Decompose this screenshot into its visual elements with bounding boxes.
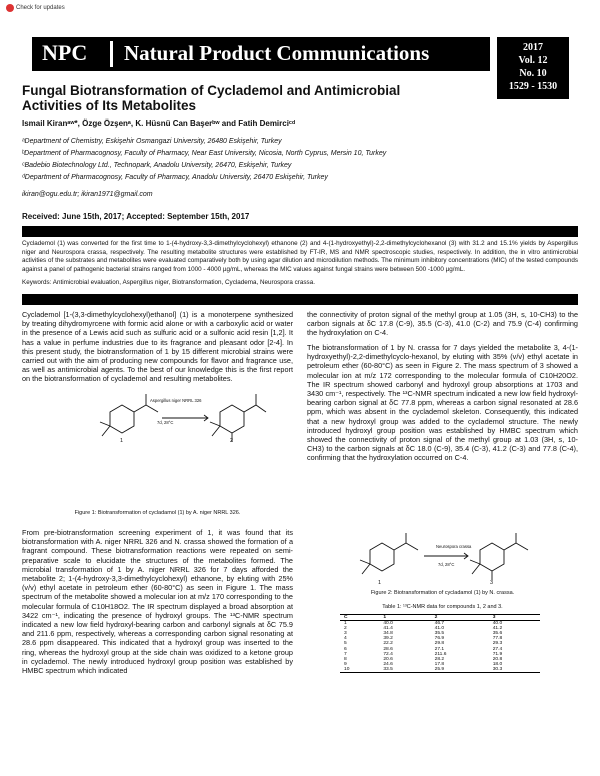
- scheme-2-reagent: Neurospora crassa: [436, 544, 472, 549]
- issue-pages: 1529 - 1530: [508, 81, 558, 92]
- body-left-results: From pre-biotransformation screening experiment of 1, it was found that its biotransformation with A. niger NRRL 326 and N. crassa showed the formation of a fragrant compound. These biotransformation reactions were repeated on semi-preparative scale to elucidate the structures of the metabolites formed. The microbial transformation of 1 by A. niger NRRL 326 for 7 days afforded the metabolite 2; 1-(4-hydroxy-3,3-dimethylcyclohexyl) ethanone, by eluting with 25% (v/v) ethyl acetate in petroleum ether (60-80°C) as seen in Figure 1. The mass spectrum of the metabolite showed a molecular ion at m/z 170 corresponding to the molecular formula of C10H18O2. The IR spectrum displayed a broad absorption at 3422 cm⁻¹, indicating the presence of hydroxyl groups. The ¹³C-NMR spectrum indicated a new low field hydroxyl-bearing carbon and carbonyl signals at δC 75.9 and 211.6 ppm, respectively, whereas a corresponding carbon signal resonating at 28.6 ppm disappeared. This indicated that a hydroxyl group was inserted to the ring, whereas the hydroxyl group at the side chain was oxidized to a ketone group in cyclademol. The newly introduced hydroxyl group position was established by HMBC spectrum which indicated: [22, 528, 293, 676]
- side-chain-3b: [406, 543, 418, 550]
- table-cell: 77.8: [492, 636, 503, 642]
- title-line-1: Fungal Biotransformation of Cyclademol and Antimicrobial: [22, 83, 401, 98]
- side-chain-4a: [504, 543, 516, 550]
- table-cell: 33.5: [379, 667, 430, 673]
- side-chain-2a: [244, 405, 256, 412]
- side-chain-1b: [146, 405, 158, 412]
- table-cell: 4: [344, 636, 347, 642]
- table-cell: 71.9: [492, 651, 503, 657]
- table-cell: 40.0: [383, 621, 393, 627]
- table-cell: 6: [344, 646, 347, 652]
- divider-bar-top: [22, 226, 578, 237]
- side-chain-2b: [256, 405, 266, 412]
- table-cell: 9: [344, 661, 347, 667]
- gem-methyl-2a: [212, 426, 220, 436]
- body-left-intro: Cyclademol [1-(3,3-dimethylcyclohexyl)ethanol] (1) is a monoterpene synthesized by treating dihydromyrcene with formic acid alone or with a carboxylic acid or water in the presence of a Lewis acid such as sulfuric acid or a sulfonic acid resin [1,2]. It has a value in perfume industries due to its fragrance and pleasant odor [2-4]. In this present study, the biotransformation of 1 by 15 different microbial strains were carried out with the aim of producing new compounds for flavor and fragrance use, as well as antimicrobial agents. To the best of our knowledge this is the first report on the biotransformation of cyclademol and resulting metabolites.: [22, 310, 293, 384]
- gem-methyl-2b: [210, 422, 220, 426]
- table-cell: 39.2: [383, 636, 393, 642]
- journal-header: [32, 37, 490, 71]
- side-chain-1a: [134, 405, 146, 412]
- nmr-data-table: [340, 614, 540, 673]
- table-cell: 40.0: [492, 621, 503, 627]
- table-cell: 34.8: [383, 631, 393, 637]
- table-cell: 3: [344, 631, 347, 637]
- table-cell: 8: [344, 656, 347, 662]
- table-cell: 29.8: [434, 641, 445, 647]
- affiliation-4: ᵈDepartment of Pharmacognosy, Faculty of Pharmacy, Anadolu University, 26470 Eskişehir, Turkey: [22, 174, 328, 181]
- cyclohexane-ring-1: [110, 405, 134, 433]
- table-cell: 35.5: [434, 631, 445, 637]
- cyclohexane-ring-2: [220, 405, 244, 433]
- issue-volume: Vol. 12: [518, 55, 548, 66]
- gem-methyl-3b: [360, 560, 370, 564]
- scheme-2-label-right: 3: [490, 580, 494, 586]
- affiliation-3: ᶜBadebio Biotechnology Ltd., Technopark, Anadolu University, 26470, Eskişehir, Turkey: [22, 162, 292, 169]
- scheme-1-conditions: 7d, 28°C: [157, 420, 174, 425]
- gem-methyl-1b: [100, 422, 110, 426]
- badge-label: Check for updates: [16, 5, 65, 11]
- scheme-2-diagram: [340, 528, 540, 588]
- table-row: [340, 667, 540, 673]
- article-title: [22, 83, 492, 113]
- table-cell: 18.0: [492, 661, 503, 667]
- issue-info: [497, 37, 569, 99]
- table-cell: 41.0: [434, 626, 445, 632]
- table-cell: 27.1: [434, 646, 445, 652]
- table-cell: 17.8: [434, 661, 445, 667]
- table-cell: 41.2: [492, 626, 503, 632]
- journal-abbrev: NPC: [42, 40, 88, 65]
- author-emails[interactable]: ikiran@ogu.edu.tr; ikiran1971@gmail.com: [22, 191, 153, 198]
- table-cell: 24.6: [383, 661, 393, 667]
- header-cell: 3: [489, 615, 540, 621]
- figure-1-caption: Figure 1: Biotransformation of cycladamol (1) by A. niger NRRL 326.: [74, 510, 241, 516]
- cyclohexane-ring-3: [370, 543, 394, 571]
- scheme-1-diagram: [90, 386, 270, 456]
- table-cell: 35.6: [492, 631, 503, 637]
- table-cell: 10: [340, 667, 379, 673]
- journal-title: Natural Product Communications: [124, 41, 430, 65]
- divider-bar-bottom: [22, 294, 578, 305]
- issue-year: 2017: [523, 42, 543, 53]
- side-chain-3a: [394, 543, 406, 550]
- header-cell: 2: [431, 615, 489, 621]
- check-updates-badge[interactable]: [6, 4, 65, 12]
- table-cell: 28.2: [434, 656, 445, 662]
- table-cell: 27.4: [492, 646, 503, 652]
- scheme-1-label-right: 2: [230, 438, 234, 444]
- gem-methyl-4b: [470, 560, 480, 564]
- affiliation-2: ᵇDepartment of Pharmacognosy, Faculty of Pharmacy, Near East University, Nicosia, North Cyprus, Mersin 10, Turkey: [22, 150, 387, 157]
- table-cell: 211.6: [434, 651, 447, 657]
- affiliation-1: ᵃDepartment of Chemistry, Eskişehir Osmangazi University, 26480 Eskişehir, Turkey: [22, 138, 282, 145]
- table-cell: 20.6: [383, 656, 393, 662]
- header-divider: [110, 41, 113, 67]
- table-cell: 30.3: [489, 667, 540, 673]
- header-cell: C: [340, 615, 379, 621]
- table-cell: 76.9: [434, 636, 445, 642]
- author-list: Ismail Kiranᵃʷ*, Özge Özşenᵃ, K. Hüsnü Can Başerᵇʷ and Fatih Demirciᶜᵈ: [22, 119, 296, 128]
- figure-2-caption: Figure 2: Biotransformation of cycladamol (1) by N. crassa.: [370, 590, 515, 596]
- table-cell: 7: [344, 651, 347, 657]
- table-cell: 1: [344, 621, 347, 627]
- scheme-2-conditions: 7d, 28°C: [438, 562, 455, 567]
- received-dates: Received: June 15th, 2017; Accepted: September 15th, 2017: [22, 212, 250, 221]
- table-cell: 29.3: [492, 641, 503, 647]
- table-cell: 46.7: [434, 621, 445, 627]
- table-cell: 20.8: [492, 656, 503, 662]
- title-line-2: Activities of Its Metabolites: [22, 98, 197, 113]
- issue-number: No. 10: [519, 68, 547, 79]
- abstract: Cyclademol (1) was converted for the first time to 1-(4-hydroxy-3,3-dimethylcyclohexyl) ethanone (2) and 4-(1-hydroxyethyl)-2,2-dimethylcyclohexanol (3) with 31.2 and 15.1% yields by Aspergillus niger and Neurospora crassa, respectively. The resulting metabolite structures were established by FT-IR, MS and NMR spectroscopic studies, respectively. In addition, the in vitro antimicrobial activities of the substrates and metabolites were evaluated comparatively both by using agar dilution and microdilution methods. The minimum inhibitory concentrations (MIC) of the tested compounds against a panel of pathogenic bacterial strains ranged from 1000 - 4000 µg/mL, whereas the MIC values against fungal strains were between 500 -1000 µg/mL.: [22, 240, 578, 273]
- table-cell: 28.6: [383, 646, 393, 652]
- keywords: Keywords: Antimicrobial evaluation, Aspergillus niger, Biotransformation, Cycladema, Neurospora crassa.: [22, 279, 315, 286]
- scheme-1-reagent: Aspergillus niger NRRL 326: [150, 398, 202, 403]
- scheme-2-label-left: 1: [378, 580, 382, 586]
- table-cell: 2: [344, 626, 347, 632]
- body-right-metabolite-3: The biotransformation of 1 by N. crassa for 7 days yielded the metabolite 3, 4-(1-hydroxyethyl)-2,2-dimethylcyclo-hexanol, by eluting with 35% (v/v) ethyl acetate in petroleum ether (60-80°C) as seen in Figure 2. The mass spectrum of 3 showed a molecular ion at m/z 172 corresponding to the molecular formula of C10H20O2. The IR spectrum showed carbonyl and hydroxyl group absorptions at 1703 and 3430 cm⁻¹, respectively. The ¹³C-NMR spectrum indicated a new low field hydroxyl-bearing carbon signal at δC 77.8 ppm, whereas a carbon signal resonated at 28.6 ppm, which was absent in the cyclademol skeleton. Consequently, this indicated that a new hydroxyl group was added to the cyclademol structure. The newly introduced hydroxyl group position was established by HMBC spectrum which showed the connectivity of proton signal of the methyl group at 1.03 (3H, s, 10-CH3) to the carbon signals at δC 18.0 (C-9), 35.4 (C-3), 41.2 (C-3) and 77.8 (C-4), confirming that the hydroxylation occurred on C-4.: [307, 343, 578, 463]
- table-cell: 22.2: [383, 641, 393, 647]
- update-icon: [6, 4, 14, 12]
- table-1-caption: Table 1: ¹³C-NMR data for compounds 1, 2 and 3.: [382, 604, 503, 610]
- table-body: [340, 621, 540, 673]
- table-cell: 25.9: [431, 667, 489, 673]
- cyclohexane-ring-4: [480, 543, 504, 571]
- body-right-continued: the connectivity of proton signal of the methyl group at 1.05 (3H, s, 10-CH3) to the carbon signals at δC 17.8 (C-9), 35.5 (C-3), 41.0 (C-2) and 75.9 (C-4) confirming the hydroxylation on C-4.: [307, 310, 578, 338]
- gem-methyl-4a: [472, 564, 480, 574]
- side-chain-4b: [516, 543, 528, 550]
- gem-methyl-3a: [362, 564, 370, 574]
- table-cell: 5: [344, 641, 347, 647]
- header-cell: 1: [379, 615, 430, 621]
- table-cell: 41.4: [383, 626, 393, 632]
- scheme-1-label-left: 1: [120, 438, 124, 444]
- gem-methyl-1a: [102, 426, 110, 436]
- table-cell: 72.4: [383, 651, 393, 657]
